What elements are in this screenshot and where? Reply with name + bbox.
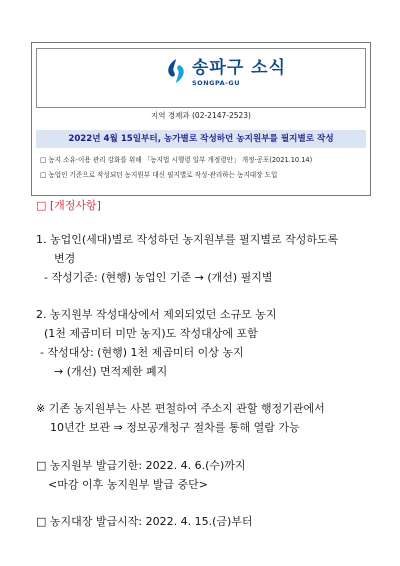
body-line: 2. 농지원부 작성대상에서 제외되었던 소규모 농지	[36, 308, 277, 321]
body-line: - 작성기준: (현행) 농업인 기준 → (개선) 필지별	[44, 271, 273, 284]
body-line: □ 농지대장 발급시작: 2022. 4. 15.(금)부터	[36, 515, 253, 528]
logo-english-text: SONGPA-GU	[192, 79, 240, 87]
summary-bullet: □ 농업인 기준으로 작성되던 농지원부 대신 필지별로 작성·관리하는 농지대장 도입	[40, 171, 278, 179]
body-line: ※ 기존 농지원부는 사본 편철하여 주소지 관할 행정기관에서	[36, 402, 325, 415]
body-line: 1. 농업인(세대)별로 작성하던 농지원부를 필지별로 작성하도록	[36, 233, 339, 246]
logo-korean-text: 송파구 소식	[192, 58, 287, 78]
body-line: (1천 제곱미터 미만 농지)도 작성대상에 포함	[44, 327, 258, 340]
songpa-emblem-icon	[164, 58, 188, 84]
body-line: → (개선) 면적제한 폐지	[54, 365, 168, 378]
body-line: - 작성대상: (현행) 1천 제곱미터 이상 농지	[40, 346, 244, 359]
summary-bullet: □ 농지 소유·이용 관리 강화를 위해 「농지법 시행령 일부 개정령안」 개정·공포(2021.10.14)	[40, 156, 313, 164]
headline: 2022년 4월 15일부터, 농가별로 작성하던 농지원부를 필지별로 작성	[36, 130, 366, 148]
body-line: □ 농지원부 발급기한: 2022. 4. 6.(수)까지	[36, 459, 246, 472]
body-line: <마감 이후 농지원부 발급 중단>	[48, 478, 208, 491]
contact-line: 지역 경제과 (02-2147-2523)	[151, 111, 251, 120]
body-line: 변경	[54, 252, 76, 265]
body-line: 10년간 보관 ⇒ 정보공개청구 절차를 통해 열람 가능	[50, 421, 300, 434]
section-title: □ [개정사항]	[36, 199, 101, 212]
songpa-logo	[164, 58, 286, 87]
